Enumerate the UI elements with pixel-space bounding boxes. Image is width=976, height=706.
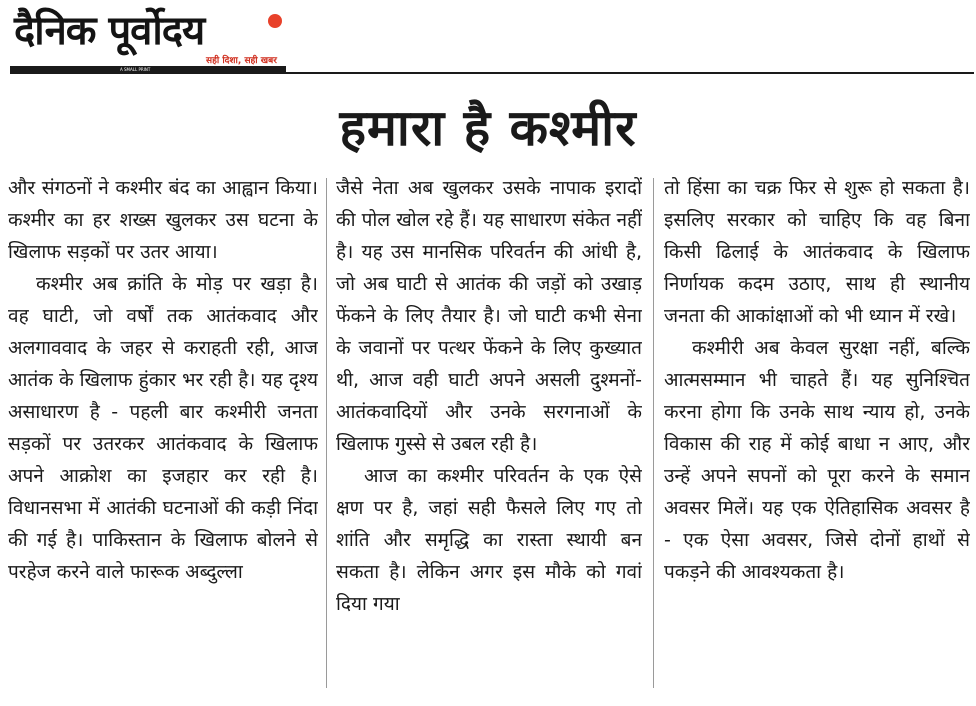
- article-paragraph: और संगठनों ने कश्मीर बंद का आह्वान किया। कश्मीर का हर शख्स खुलकर उस घटना के खिलाफ सड़कों पर उतर आया।: [8, 177, 318, 263]
- article-column-2: [336, 172, 642, 692]
- masthead-divider: [10, 72, 974, 74]
- article-column-1: [8, 172, 318, 692]
- article-paragraph: जैसे नेता अब खुलकर उसके नापाक इरादों की पोल खोल रहे हैं। यह साधारण संकेत नहीं है। यह उस मानसिक परिवर्तन की आंधी है, जो अब घाटी से आतंक की जड़ों को उखाड़ फेंकने के लिए तैयार है। जो घाटी कभी सेना के जवानों पर पत्थर फेंकने के लिए कुख्यात थी, आज वही घाटी अपने असली दुश्मनों- आतंकवादियों और उनके सरगनाओं के खिलाफ गुस्से से उबल रही है।: [336, 177, 642, 455]
- article-paragraph: कश्मीरी अब केवल सुरक्षा नहीं, बल्कि आत्मसम्मान भी चाहते हैं। यह सुनिश्चित करना होगा कि उनके साथ न्याय हो, उनके विकास की राह में कोई बाधा न आए, और उन्हें अपने सपनों को पूरा करने के समान अवसर मिलें। यह एक ऐतिहासिक अवसर है - एक ऐसा अवसर, जिसे दोनों हाथों से पकड़ने की आवश्यकता है।: [664, 337, 970, 583]
- article-paragraph: तो हिंसा का चक्र फिर से शुरू हो सकता है। इसलिए सरकार को चाहिए कि वह बिना किसी ढिलाई के आतंकवाद के खिलाफ निर्णायक कदम उठाए, साथ ही स्थानीय जनता की आकांक्षाओं को भी ध्यान में रखे।: [664, 177, 970, 327]
- masthead-strip-text: A SMALL PRINT: [120, 67, 151, 72]
- masthead: [10, 6, 288, 72]
- newspaper-logo[interactable]: दैनिक पूर्वोदय: [14, 8, 205, 54]
- article-paragraph: आज का कश्मीर परिवर्तन के एक ऐसे क्षण पर है, जहां सही फैसले लिए गए तो शांति और समृद्धि का रास्ता स्थायी बन सकता है। लेकिन अगर इस मौके को गवां दिया गया: [336, 465, 642, 615]
- column-divider: [326, 178, 327, 688]
- logo-dot-icon: [268, 14, 282, 28]
- article-paragraph: कश्मीर अब क्रांति के मोड़ पर खड़ा है। वह घाटी, जो वर्षों तक आतंकवाद और अलगाववाद के जहर से कराहती रही, आज आतंक के खिलाफ हुंकार भर रही है। यह दृश्य असाधारण है - पहली बार कश्मीरी जनता सड़कों पर उतरकर आतंकवाद के खिलाफ अपने आक्रोश का इजहार कर रही है। विधानसभा में आतंकी घटनाओं की कड़ी निंदा की गई है। पाकिस्तान के खिलाफ बोलने से परहेज करने वाले फारूक अब्दुल्ला: [8, 273, 318, 583]
- article-column-3: [664, 172, 970, 692]
- column-divider: [653, 178, 654, 688]
- article-headline: हमारा है कश्मीर: [339, 99, 637, 157]
- masthead-tagline: सही दिशा, सही खबर: [206, 56, 277, 66]
